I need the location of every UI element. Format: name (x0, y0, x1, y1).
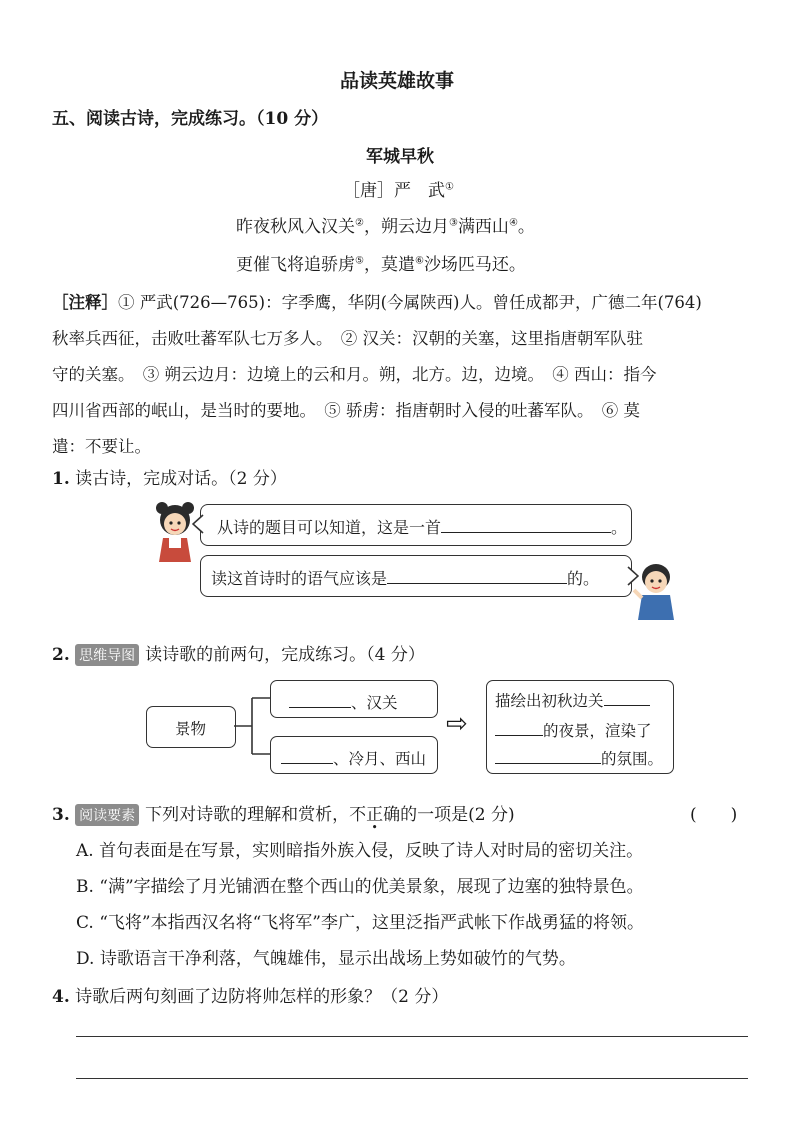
dialogue-bubble-1 (200, 504, 632, 546)
option-d[interactable]: D. 诗歌语言干净利落，气魄雄伟，显示出战场上势如破竹的气势。 (76, 949, 576, 969)
answer-paren[interactable]: ( ) (690, 805, 738, 825)
option-b[interactable]: B. “满”字描绘了月光铺洒在整个西山的优美景象，展现了边塞的独特景色。 (76, 877, 644, 897)
poem-author (343, 176, 454, 201)
poem-line-1 (236, 212, 535, 237)
result-line-3 (495, 745, 663, 769)
section-heading: 五、阅读古诗，完成练习。（10 分） (52, 109, 329, 129)
poem-author-name: 严 武 (394, 181, 445, 201)
question-3 (52, 800, 515, 826)
question-text: 的一项是(2 分) (400, 805, 515, 825)
answer-blank[interactable] (281, 745, 333, 764)
result-line-1 (495, 687, 650, 711)
reading-element-tag: 阅读要素 (75, 804, 139, 826)
answer-blank[interactable] (289, 689, 351, 708)
emphasis-text: 不正确 (349, 805, 401, 825)
answer-blank[interactable] (604, 687, 650, 706)
question-text: 诗歌后两句刻画了边防将帅怎样的形象？（2 分） (75, 987, 449, 1007)
question-text: 下列对诗歌的理解和赏析， (145, 805, 350, 825)
result-text: 的夜景，渲染了 (543, 722, 652, 740)
bubble-1-text (217, 514, 627, 538)
question-number: 2. (52, 645, 70, 665)
mind-map-connector (234, 690, 272, 764)
bubble-1-end: 。 (611, 518, 628, 537)
answer-blank[interactable] (495, 745, 601, 764)
question-number: 3. (52, 805, 70, 825)
result-text: 描绘出初秋边关 (495, 692, 604, 710)
notes-block (52, 285, 702, 465)
question-4 (52, 982, 448, 1007)
poem-author-note: ① (445, 181, 454, 193)
notes-line (52, 285, 702, 321)
branch-1-text (289, 689, 398, 713)
note-mark: ⑤ (355, 255, 364, 267)
poem-line-2-text: 沙场匹马还。 (423, 255, 526, 275)
poem-line-2-text: 更催飞将追骄虏 (236, 255, 355, 275)
mind-map-root (146, 706, 236, 748)
branch-2-text (281, 745, 426, 769)
result-text: 的氛围。 (601, 750, 664, 768)
poem-line-1-text: 。 (517, 217, 535, 237)
dialogue-bubble-2 (200, 555, 632, 597)
poem-line-1-text: ，朔云边月 (363, 217, 449, 237)
poem-line-2 (236, 250, 526, 275)
root-label: 景物 (175, 720, 207, 738)
question-number: 4. (52, 987, 70, 1007)
note-mark: ⑥ (414, 255, 424, 267)
branch-2-label: 、冷月、西山 (333, 750, 427, 768)
answer-blank[interactable] (387, 565, 567, 584)
notes-line: 守的关塞。 ③ 朔云边月：边境上的云和月。朔，北方。边，边境。 ④ 西山：指今 (52, 365, 657, 384)
bubble-2-text (211, 565, 599, 589)
notes-label: ［注释］ (52, 293, 118, 312)
answer-blank[interactable] (441, 514, 611, 533)
bubble-2-end: 的。 (567, 569, 600, 588)
poem-line-1-text: 昨夜秋风入汉关 (236, 217, 355, 237)
mind-map-result (486, 680, 674, 774)
poem-title: 军城早秋 (366, 147, 434, 167)
answer-blank[interactable] (495, 717, 543, 736)
mind-map-tag: 思维导图 (75, 644, 139, 666)
notes-line: 四川省西部的岷山，是当时的要地。 ⑤ 骄虏：指唐朝时入侵的吐蕃军队。 ⑥ 莫 (52, 401, 640, 420)
poem-line-2-text: ，莫遣 (363, 255, 415, 275)
question-text: 读古诗，完成对话。（2 分） (75, 469, 287, 489)
mind-map-branch-1 (270, 680, 438, 718)
arrow-icon: ⇨ (446, 709, 468, 739)
boy-illustration-icon (632, 560, 678, 620)
answer-line-1[interactable] (76, 1036, 748, 1037)
option-c[interactable]: C. “飞将”本指西汉名将“飞将军”李广，这里泛指严武帐下作战勇猛的将领。 (76, 913, 644, 933)
note-mark: ③ (448, 217, 458, 229)
bubble-2-prompt: 读这首诗时的语气应该是 (211, 569, 388, 588)
question-2 (52, 640, 425, 666)
option-a[interactable]: A. 首句表面是在写景，实则暗指外族入侵，反映了诗人对时局的密切关注。 (76, 841, 644, 861)
question-text: 读诗歌的前两句，完成练习。（4 分） (145, 645, 425, 665)
mind-map-branch-2 (270, 736, 438, 774)
note-mark: ② (355, 217, 364, 229)
question-number: 1. (52, 469, 70, 489)
notes-line: 秋率兵西征，击败吐蕃军队七万多人。 ② 汉关：汉朝的关塞，这里指唐朝军队驻 (52, 329, 643, 348)
question-1 (52, 464, 287, 489)
note-mark: ④ (508, 217, 518, 229)
page-title: 品读英雄故事 (340, 70, 455, 92)
bubble-1-tail-icon (192, 514, 204, 534)
bubble-1-prompt: 从诗的题目可以知道，这是一首 (217, 518, 442, 537)
answer-line-2[interactable] (76, 1078, 748, 1079)
poem-dynasty: ［唐］ (343, 181, 394, 201)
notes-text: ① 严武(726—765)：字季鹰，华阴(今属陕西)人。曾任成都尹，广德二年(764) (118, 293, 702, 312)
poem-line-1-text: 满西山 (457, 217, 509, 237)
notes-line: 遣：不要让。 (52, 437, 151, 456)
branch-1-label: 、汉关 (351, 694, 398, 712)
result-line-2 (495, 717, 652, 741)
